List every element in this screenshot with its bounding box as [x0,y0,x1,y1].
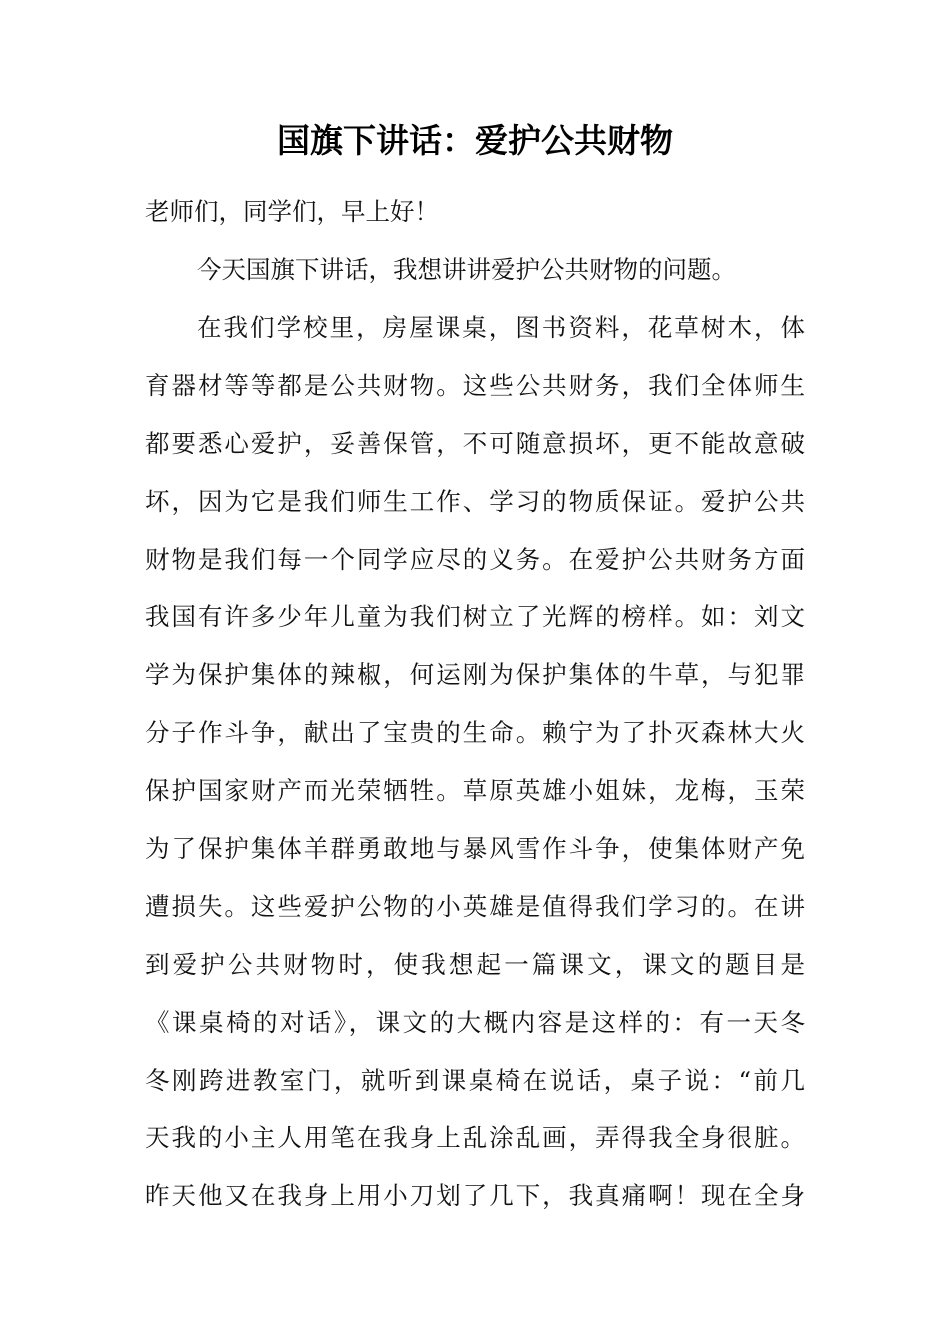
paragraph-line: 遭损失。这些爱护公物的小英雄是值得我们学习的。在讲 [145,891,805,921]
paragraph-line: 昨天他又在我身上用小刀划了几下，我真痛啊！现在全身 [145,1181,805,1211]
paragraph-line: 育器材等等都是公共财物。这些公共财务，我们全体师生 [145,370,805,400]
paragraph-line: 学为保护集体的辣椒，何运刚为保护集体的牛草，与犯罪 [145,660,805,690]
paragraph-line: 为了保护集体羊群勇敢地与暴风雪作斗争，使集体财产免 [145,834,805,864]
paragraph-line: 《课桌椅的对话》，课文的大概内容是这样的：有一天冬 [145,1007,805,1037]
paragraph-line: 财物是我们每一个同学应尽的义务。在爱护公共财务方面 [145,544,805,574]
main-paragraph [145,308,805,1234]
paragraph-line: 都要悉心爱护，妥善保管，不可随意损坏，更不能故意破 [145,428,805,458]
paragraph-line: 我国有许多少年儿童为我们树立了光辉的榜样。如：刘文 [145,602,805,632]
document-title: 国旗下讲话：爱护公共财物 [277,121,673,160]
paragraph-line: 在我们学校里，房屋课桌，图书资料，花草树木，体 [197,313,805,342]
paragraph-line: 冬刚跨进教室门，就听到课桌椅在说话，桌子说：“前几 [145,1065,805,1095]
paragraph-line: 坏，因为它是我们师生工作、学习的物质保证。爱护公共 [145,486,805,516]
paragraph-line: 保护国家财产而光荣牺牲。草原英雄小姐妹，龙梅，玉荣 [145,776,805,806]
greeting-line: 老师们，同学们，早上好！ [145,197,439,226]
intro-paragraph: 今天国旗下讲话，我想讲讲爱护公共财物的问题。 [197,255,736,284]
paragraph-line: 到爱护公共财物时，使我想起一篇课文，课文的题目是 [145,949,805,979]
paragraph-line: 分子作斗争，献出了宝贵的生命。赖宁为了扑灭森林大火 [145,718,805,748]
paragraph-line: 天我的小主人用笔在我身上乱涂乱画，弄得我全身很脏。 [145,1123,805,1153]
